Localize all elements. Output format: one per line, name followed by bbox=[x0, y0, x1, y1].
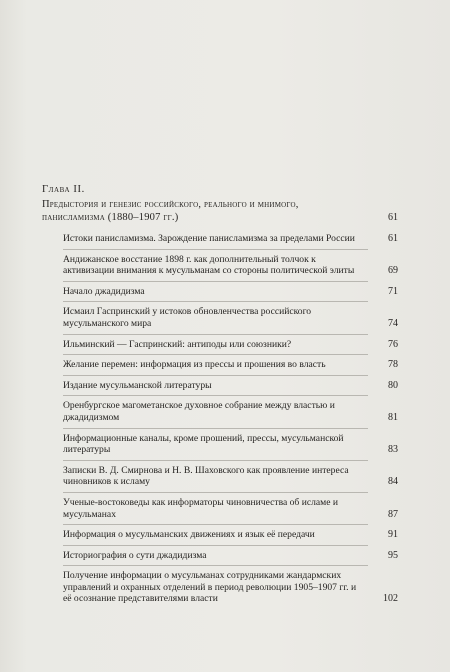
toc-entry bbox=[42, 233, 398, 245]
toc-entry bbox=[42, 400, 398, 423]
toc-entry-title: Ученые-востоковеды как информаторы чиновничества об исламе и мусульманах bbox=[63, 496, 339, 520]
toc-entry-title: Информация о мусульманских движениях и язык её передачи bbox=[63, 529, 315, 541]
toc-divider bbox=[63, 492, 368, 493]
toc-entry-title: Оренбургское магометанское духовное собрание между властью и джадидизмом bbox=[63, 400, 335, 423]
toc-entry-title: Исмаил Гаспринский у истоков обновленчества российского мусульманского мира bbox=[63, 306, 312, 329]
toc-entry bbox=[42, 497, 398, 520]
toc-entry-title: Желание перемен: информация из прессы и прошения во власть bbox=[63, 359, 326, 371]
toc-entry-title: Информационные каналы, кроме прошений, прессы, мусульманской литературы bbox=[63, 432, 344, 456]
chapter-page-number: 61 bbox=[388, 212, 398, 223]
chapter-title-row bbox=[42, 198, 398, 225]
toc-entry bbox=[42, 359, 398, 371]
toc-entry-title: Истоки панисламизма. Зарождение панисламизма за пределами России bbox=[63, 233, 355, 244]
toc-entry bbox=[42, 286, 398, 298]
toc-entry-title: Записки В. Д. Смирнова и Н. В. Шаховского как проявление интереса чиновников к исламу bbox=[63, 464, 349, 488]
chapter-heading bbox=[42, 183, 398, 225]
toc-entry-title: Издание мусульманской литературы bbox=[63, 379, 212, 391]
toc-entry-page: 69 bbox=[388, 265, 398, 277]
toc-entry bbox=[42, 380, 398, 392]
toc-entry-page: 78 bbox=[388, 359, 398, 371]
toc-entry bbox=[42, 550, 398, 562]
toc-divider bbox=[63, 395, 368, 396]
chapter-number: Глава II. bbox=[42, 184, 85, 195]
toc-entry-page: 83 bbox=[388, 444, 398, 456]
toc-divider bbox=[63, 375, 368, 376]
toc-divider bbox=[63, 565, 368, 566]
toc-divider bbox=[63, 354, 368, 355]
toc-entry bbox=[42, 433, 398, 456]
toc-entry-page: 87 bbox=[388, 508, 398, 520]
toc-entry-page: 91 bbox=[388, 529, 398, 541]
toc-entry-page: 95 bbox=[388, 549, 398, 561]
toc-entry-page: 84 bbox=[388, 476, 398, 488]
toc-divider bbox=[63, 334, 368, 335]
toc-entry bbox=[42, 254, 398, 277]
chapter-title: Предыстория и генезис российского, реального и мнимого, панисламизма (1880–1907 гг.) bbox=[42, 198, 299, 223]
toc-entry bbox=[42, 529, 398, 541]
toc-entry-title: Андижанское восстание 1898 г. как дополнительный толчок к активизации внимания к мусульманам со стороны политической элиты bbox=[63, 253, 355, 277]
toc-entry-title: Ильминский — Гаспринский: антиподы или союзники? bbox=[63, 338, 292, 350]
toc-entry-page: 76 bbox=[388, 338, 398, 350]
toc-entry-title: Историография о сути джадидизма bbox=[63, 549, 207, 561]
toc-entry-page: 80 bbox=[388, 379, 398, 391]
toc-divider bbox=[63, 460, 368, 461]
toc-entry-page: 81 bbox=[388, 411, 398, 423]
toc-divider bbox=[63, 545, 368, 546]
toc-entry bbox=[42, 570, 398, 605]
toc-entry-page: 61 bbox=[388, 233, 398, 244]
toc-entry bbox=[42, 306, 398, 329]
toc-divider bbox=[63, 301, 368, 302]
toc-divider bbox=[63, 428, 368, 429]
toc-divider bbox=[63, 281, 368, 282]
toc-entry bbox=[42, 465, 398, 488]
toc-entry bbox=[42, 339, 398, 351]
toc-divider bbox=[63, 524, 368, 525]
toc-entry-title: Начало джадидизма bbox=[63, 285, 145, 297]
toc-entry-page: 74 bbox=[388, 317, 398, 329]
toc-entry-title: Получение информации о мусульманах сотрудниками жандармских управлений и охранных отделений в период революции 1905–1907 гг. и её осознание представителями власти bbox=[63, 570, 357, 605]
toc-entries bbox=[42, 233, 398, 605]
toc-entry-page: 102 bbox=[383, 593, 398, 605]
toc-entry-page: 71 bbox=[388, 285, 398, 297]
toc-divider bbox=[63, 249, 368, 250]
